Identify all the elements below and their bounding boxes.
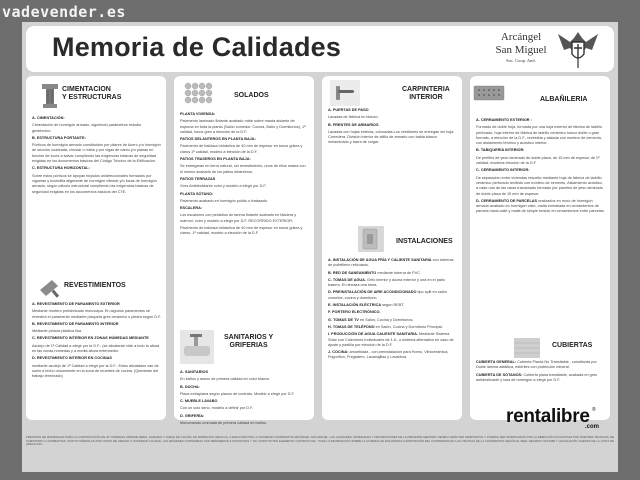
paragraph-text: Formado de doble hoja, formada por una hoja exterior de fábrica de ladrillo perforado, hoja interior de fábrica de ladrillo cerámico hueco doble o gran formato, a elección de la D.F., revestida y aislada con mortero de cemento, con aislamiento térmico y acústico interior. [476,125,603,146]
paragraph-text: Grifo interior y ducha exterior y una en el patio trasero. En terraza una toma. [328,277,445,288]
paragraph-text: Lacadas de fábrica en blanco. [328,115,379,120]
paragraph [32,344,161,355]
paragraph-heading: B. RED DE SANEAMIENTO [328,270,377,275]
paragraph-heading: PLANTA SÓTANO: [180,191,214,196]
paragraph-text: Cubierta plana transitable, acabada en gres antideslizante y losa de hormigón a elegir por D.F. [476,372,598,382]
paragraph [180,414,309,419]
albanileria-title: ALBAÑILERIA [540,96,588,103]
paragraph [32,322,161,327]
paragraph [328,318,457,323]
logo-line-2: San Miguel [495,44,547,56]
cimentacion-title [62,86,121,102]
carpinteria-body [328,108,457,148]
paragraph [328,108,457,113]
paragraph-text: mediante tubería de PVC. [377,270,422,275]
paragraph-heading: B. FRENTES DE ARMARIOS [328,122,379,127]
paragraph-text: Lacadas con hojas enteras, colocadas.Los vestidores se entregan sin hoja. Corredera. División interior de altillo de armario con balda blanco melaminado y barra de colgar. [328,129,455,145]
paragraph [32,329,161,334]
paragraph [180,144,309,155]
rentalibre-registered-mark: ® [592,407,596,413]
cubiertas-body [476,360,605,385]
revestimientos-body [32,302,161,382]
paragraph-text: Pórticos de hormigón armado constituidos por pilares de Acero y/u hormigón de sección cuadrada, circular o mixta y por vigas de canto y/o planas en función de luces a salvar cumpliendo las exigencias básicas de seguridad exigidas en los documentos básicos del Código Técnico de la Edificación. [32,143,161,164]
paragraph-heading: PATIOS TRASEROS EN PLANTA BAJA: [180,157,251,162]
paragraph-text: Cubierta Planta No Transitable , constituida por Doble lámina asfáltica, estériles con protección mineral. [476,360,597,370]
column-solados [174,76,314,426]
paragraph [180,184,309,189]
paragraph-text: según REBT. [382,303,405,308]
paragraph [476,168,605,173]
paragraph-text: Gres Antideslizante color y modelo a elegir por D.F. [180,184,267,189]
paragraph [328,290,457,301]
paragraph [328,258,457,269]
paragraph-text: tipo split en salón comedor, cocina y dormitorio. [328,290,447,300]
paragraph-text: con tuberías de polietileno reticulado. [328,258,454,268]
column-carpinteria [322,76,462,420]
paragraph-text: Monomando cromada de primera calidad en baños. [180,421,267,426]
paragraph [180,213,309,224]
paragraph-heading: B. DUCHA: [180,384,200,389]
paragraph-heading: B. TABIQUERÍA INTERIOR: [476,148,525,153]
paragraph-text: Con un solo seno, modelo a definir por D.F. [180,406,254,411]
paragraph [180,164,309,175]
paragraph-heading: C. TOMAS DE AGUA. [328,277,366,282]
paragraph-heading: C. REVESTIMIENTO INTERIOR EN ZONAS HÚMEDAS MEDIANTE [32,336,149,341]
paragraph [476,199,605,215]
paragraph-heading: PATIOS TERRAZAS [180,176,216,181]
paragraph [32,309,161,320]
paragraph-text: Pavimento de baldosa hidráulica de 40 mm de espesor en tonos grises y claros, 1ª calidad, modelo a elección de la D.F. [180,226,303,236]
paragraph-heading: D. REVESTIMIENTO INTERIOR EN COCINAS [32,356,112,361]
rentalibre-domain: .com [585,424,600,430]
solados-title: SOLADOS [234,92,269,99]
paragraph-text: De separación entre viviendas resuelto mediante hoja de fábrica de ladrillo cerámico perforado recibido con mortero de cemento, Aislamiento acústico, a cada una de las caras trasdosado formado por paneles de yeso laminado de doble placa de 15 mm de espesor. [476,175,603,196]
paragraph [476,148,605,153]
sanitarios-title-line-2: GRIFERIAS [229,342,268,349]
paragraph-heading: F. PORTERO ELECTRÓNICO. [328,310,381,315]
paragraph [32,364,161,380]
roof-icon [514,338,540,358]
paragraph-heading: CUBIERTA DE SÓTANOS: [476,372,523,377]
paragraph-heading: CUBIERTA GENERAL: [476,360,517,364]
door-handle-icon [330,80,360,106]
paragraph [32,302,161,307]
paragraph-heading: A. INSTALACIÓN DE AGUA FRÍA Y CALIENTE SANITARIA [328,258,432,262]
paragraph-text: mediante azulejo de 1ª Calidad a elegir por la D.F.. Estos alicatados van de suelo a techo únicamente en la zona de muebles de cocina. (Quedarán del trabajo terminado) [32,363,159,379]
paragraph-text: Se entregarán en tierra natural, sin revestimiento, unos de ellos estará con el mismo acabado de los patios delanteros. [180,164,306,174]
paragraph [180,119,309,135]
column-cimentacion [26,76,166,420]
carpinteria-title-line-1: CARPINTERIA [402,86,450,93]
quality-board [22,22,618,472]
paragraph [476,176,605,197]
paragraph [180,392,309,397]
paragraph-heading: C. ESTRUCTURA HORIZONTAL: [32,166,90,171]
paragraph-text: Sobre estos pórticos se apoyan forjados unidireccionales formados por viguetas y bovedilla aligerante de hormigón vibrado y/o losas de hormigón armado, según cálculo estructural cumpliendo las exigencias básicas de seguridad exigidas en los documentos básicos del CTE. [32,173,157,194]
bricks-icon [474,80,506,102]
paragraph [328,123,457,128]
paragraph-text: De perfiles de yeso laminado de doble placa, de 10 mm de espesor de 1ª calidad, modelos elección de la D.F. [476,155,600,166]
revestimientos-title: REVESTIMIENTOS [64,282,126,289]
paragraph [328,325,457,330]
paragraph [180,199,309,204]
paragraph [32,166,161,171]
paragraph-text: realizados en muro de hormigón armado acabado en hormigón visto, malla enmallada en cerramientos de parcela hacia calle y malla de simple torsión en cerramientos entre parcelas. [476,198,605,214]
watermark: vadevender.es [2,3,126,21]
logo-line-3: Soc. Coop. And. [506,58,536,63]
carpinteria-title-line-2: INTERIOR [409,94,443,101]
albanileria-body [476,118,605,217]
paragraph-heading: A. CIMENTACIÓN: [32,116,65,120]
sanitarios-body [180,370,309,428]
bathroom-icon [180,330,214,364]
paragraph [328,332,457,348]
paragraph-text: Pavimento de baldosa hidráulica de 40 mm de espesor en tonos grises y claros 1ª calidad, modelo a elección de la D.F. [180,144,303,154]
switch-icon [358,226,384,252]
paragraph [32,116,161,121]
paragraph-heading: J. COCINA: [328,350,349,355]
paragraph-heading: ESCALERA: [180,206,203,211]
paragraph-heading: B. ESTRUCTURA PORTANTE: [32,135,86,140]
rentalibre-logo: rentalibre [506,406,590,427]
pillar-icon [40,84,60,110]
logo-line-1: Arcángel [500,31,542,43]
paragraph-text: Mediante pintura plástica lisa. [32,329,83,334]
paragraph-heading: I. PRODUCCIÓN DE AGUA CALIENTE SANITARIA. [328,332,418,337]
paragraph-text: Los escalones con peldaños de tarima flotante acabado en Madera y mármol, color y modelo a elegir por D.F. RECORRIDO EXTERIOR: [180,213,297,223]
instalaciones-body [328,258,457,363]
paragraph [180,177,309,182]
paragraph-text: En baños y aseos de primera calidad en color blanco. [180,377,271,382]
paragraph [476,118,605,123]
paragraph-text: Placa extraplana según planos de contrato. Modelo a elegir por D.F. [180,391,295,396]
paragraph [32,136,161,141]
paragraph-text: Azulejo de 1ª Calidad a elegir por la D.F., (se alicatarán vide a todo la altura en las zonas húmedas y a media altura entermedio. [32,343,160,354]
paragraph-text: Cimentación de hormigón armado, siguiendo parámetros estudio geotécnico. [32,123,142,133]
paragraph [180,137,309,142]
paragraph [180,377,309,382]
paragraph [328,278,457,289]
header [26,26,614,72]
paragraph [476,360,605,371]
paragraph-heading: H. TOMAS DE TELÉFONO [328,324,375,329]
paragraph [476,125,605,146]
paragraph-heading: C. MUEBLE LAVABO [180,399,218,404]
paragraph-heading: PATIOS DELANTEROS EN PLANTA BAJA: [180,137,256,142]
paragraph [32,336,161,341]
paragraph-heading: A. CERRAMIENTO EXTERIOR : [476,118,532,122]
legal-disclaimer: PREVISIÓN DE MATERIALES PARA LA CONSTRUCCIÓN DE 20 VIVIENDAS UNIFAMILIARES, GARAJES Y JUEGO DE COCINA, EN BORMUJOS (SEVILLA), A EJECUTAR POR LA SOCIEDAD COOPERATIVA ARCÁNGEL SAN MIGUEL. LAS CALIDADES, MATERIALES Y DESCRIPCIONES DE LA PRESENTE MEMORIA TIENEN CARÁCTER ORIENTATIVO Y PODRÁN SER MODIFICADAS POR LA DIRECCIÓN FACULTATIVA POR RAZONES TÉCNICAS, DE SUMINISTRO O NORMATIVAS, SUSTITUYÉNDOLAS POR OTRAS DE SIMILAR O SUPERIOR CALIDAD. LAS IMÁGENES CONTENIDAS SON MERAMENTE ILUSTRATIVAS Y NO CONSTITUYEN ELEMENTO CONTRACTUAL. TODA LA INFORMACIÓN SOBRE LA VIVIENDA SE ENCUENTRA A DISPOSICIÓN DEL COMPRADOR EN LAS OFICINAS DE LA COOPERATIVA SEGÚN EL REAL DECRETO 515/1989 Y LEGISLACIÓN VIGENTE DE LA JUNTA DE ANDALUCÍA. [26,435,614,447]
paragraph-heading: G. TOMAS DE TV [328,317,359,322]
archangel-shield-icon [556,28,600,70]
paragraph [180,226,309,237]
paragraph [328,303,457,308]
paragraph [328,130,457,146]
paragraph [476,156,605,167]
paragraph-heading: A. SANITARIOS [180,370,208,374]
cimentacion-title-line-2: Y ESTRUCTURAS [62,94,122,101]
paragraph-heading: D. CERRAMIENTO DE PARCELAS [476,198,538,203]
paragraph [180,406,309,411]
cubiertas-title: CUBIERTAS [552,342,593,349]
paragraph-heading: A. REVESTIMIENTO DE PARAMENTO EXTERIOR [32,302,120,306]
paragraph-text: amueblada , con preinstalación para Horno, Vitrocerámica, Frigorífico, Fregadero, Lavavajillas y Lavadora. [328,350,449,360]
paragraph-text: Pavimento laminado flotante acabado roble sobre manta aislante de espuma en toda la planta (Salón comedor, Cocina, Baño y Dormitorios), 1ª calidad, tonos gres a elección de la D.F. [180,119,306,134]
cooperative-logo-text [486,31,556,63]
paragraph [32,356,161,361]
paragraph-text: en Salón, Cocina y Dormitorio Principal. [375,324,443,329]
paragraph-text: en Salón, Cocina y Dormitorios. [360,317,414,322]
paragraph [180,112,309,117]
page-title: Memoria de Calidades [52,32,342,62]
paragraph [328,115,457,120]
paragraph [180,399,309,404]
paragraph-heading: C. CERRAMIENTO INTERIOR: [476,168,530,173]
paragraph [476,373,605,384]
paragraph-heading: D. GRIFERÍA: [180,413,205,418]
paragraph-text: Mediante Sistema Solar con Colectores Individuales de 1.6., o sistema alternativo en caso de ajuste y pastilla por elección de la D.F. [328,332,454,347]
paragraph-heading: B. REVESTIMIENTO DE PARAMENTO INTERIOR [32,321,119,326]
column-albanileria [470,76,610,420]
paragraph [32,143,161,164]
paragraph [32,123,161,134]
paragraph [180,206,309,211]
paragraph-heading: D. PREINSTALACIÓN DE AIRE ACONDICIONADO [328,290,417,295]
paragraph-text: Mediante mortero prefabricado monocapa. En algunos paramentos se revestirá el paramento mediante plaqueta gres cerámico o piedra según D.F. [32,309,161,319]
solados-body [180,112,309,239]
paragraph [180,157,309,162]
instalaciones-title: INSTALACIONES [396,238,453,245]
paragraph-heading: A. PUERTAS DE PASO [328,108,369,112]
paragraph-heading: PLANTA VIVIENDA: [180,112,216,116]
sanitarios-title [224,334,273,350]
paragraph [180,421,309,426]
carpinteria-title [402,86,450,102]
paragraph-heading: E. INSTALACIÓN ELÉCTRICA [328,303,382,308]
tiles-icon [184,82,214,108]
sanitarios-title-line-1: SANITARIOS Y [224,334,274,341]
paragraph [328,271,457,276]
paragraph [180,192,309,197]
paragraph [328,350,457,361]
paragraph [32,174,161,195]
trowel-icon [38,276,62,300]
paragraph [328,310,457,315]
paragraph [180,385,309,390]
cimentacion-title-line-1: CIMENTACION [62,86,111,93]
paragraph-text: Pavimento acabado en hormigón pulido o fratasado. [180,198,269,203]
paragraph [180,370,309,375]
cimentacion-body [32,116,161,197]
